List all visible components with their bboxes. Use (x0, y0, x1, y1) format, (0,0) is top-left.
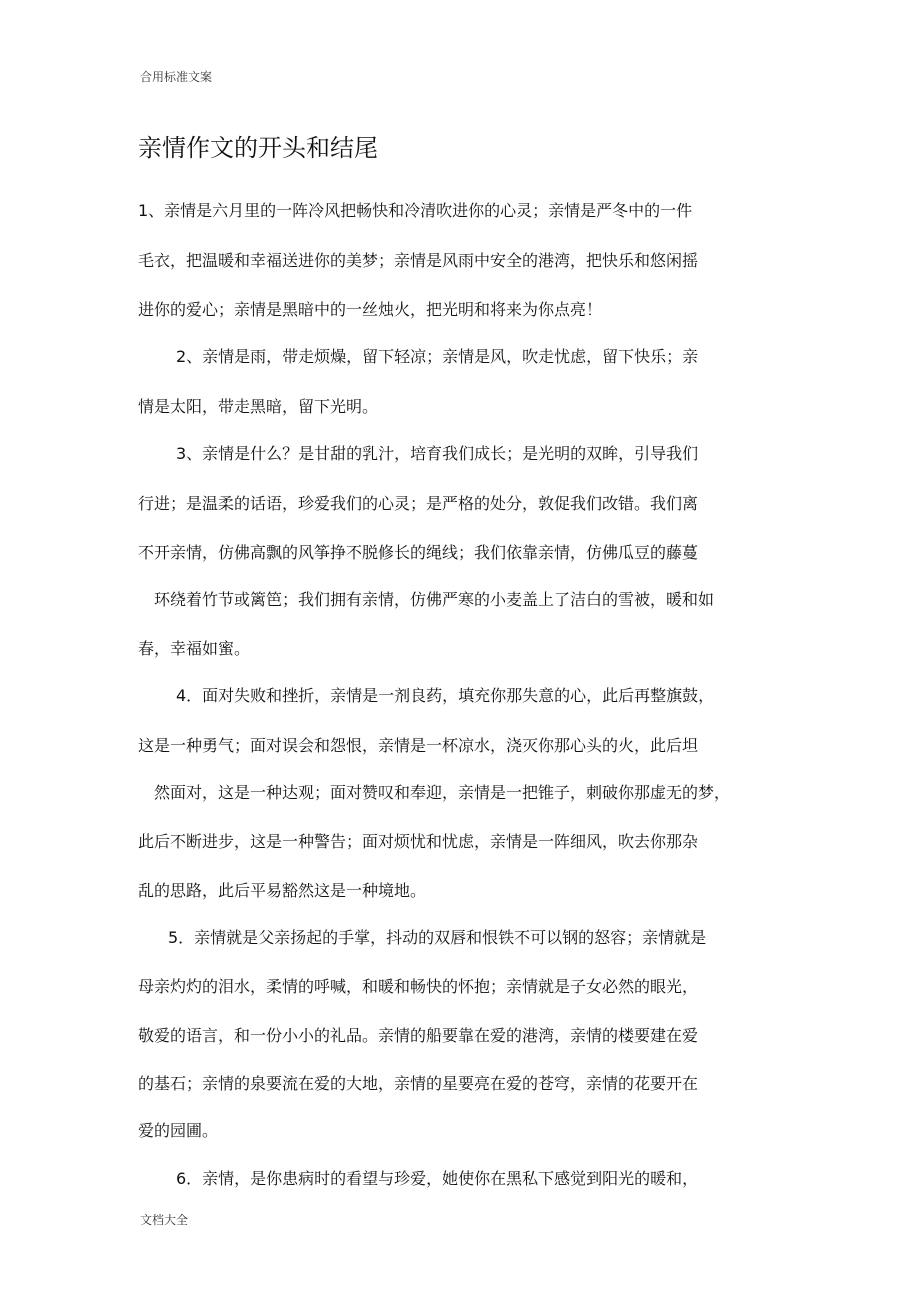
paragraph-4-line-2: 这是一种勇气；面对误会和怨恨，亲情是一杯凉水，浇灭你那心头的火，此后坦 (138, 736, 699, 755)
paragraph-3-line-5: 春，幸福如蜜。 (138, 639, 251, 658)
page-footer: 文档大全 (140, 1213, 189, 1227)
paragraph-3-line-3: 不开亲情，仿佛高飘的风筝挣不脱修长的绳线；我们依靠亲情，仿佛瓜豆的藤蔓 (138, 543, 699, 562)
paragraph-5-line-4: 的基石；亲情的泉要流在爱的大地，亲情的星要亮在爱的苍穹，亲情的花要开在 (138, 1074, 699, 1093)
paragraph-4-line-4: 此后不断进步，这是一种警告；面对烦忧和忧虑，亲情是一阵细风，吹去你那杂 (138, 832, 699, 851)
paragraph-5-line-5: 爱的园圃。 (138, 1121, 219, 1140)
paragraph-5-line-2: 母亲灼灼的泪水，柔情的呼喊，和暖和畅快的怀抱；亲情就是子女必然的眼光， (138, 977, 699, 996)
paragraph-1-line-2: 毛衣，把温暖和幸福送进你的美梦；亲情是风雨中安全的港湾，把快乐和悠闲摇 (138, 251, 699, 270)
paragraph-1-line-1: 1、亲情是六月里的一阵冷风把畅快和冷清吹进你的心灵；亲情是严冬中的一件 (138, 201, 693, 220)
paragraph-4-line-5: 乱的思路，此后平易豁然这是一种境地。 (138, 881, 427, 900)
paragraph-6-line-1: 6．亲情，是你患病时的看望与珍爱，她使你在黑私下感觉到阳光的暖和， (176, 1169, 699, 1188)
paragraph-2-line-1: 2、亲情是雨，带走烦燥，留下轻凉；亲情是风，吹走忧虑，留下快乐；亲 (176, 347, 699, 366)
paragraph-4-line-1: 4．面对失败和挫折，亲情是一剂良药，填充你那失意的心，此后再整旗鼓， (176, 686, 715, 705)
paragraph-3-line-2: 行进；是温柔的话语，珍爱我们的心灵；是严格的处分，敦促我们改错。我们离 (138, 494, 699, 513)
paragraph-3-line-4: 环绕着竹节或篱笆；我们拥有亲情，仿佛严寒的小麦盖上了洁白的雪被，暖和如 (154, 590, 715, 609)
paragraph-5-line-1: 5．亲情就是父亲扬起的手掌，抖动的双唇和恨铁不可以钢的怒容；亲情就是 (168, 928, 707, 947)
paragraph-4-line-3: 然面对，这是一种达观；面对赞叹和奉迎，亲情是一把锥子，刺破你那虚无的梦， (154, 783, 731, 802)
paragraph-5-line-3: 敬爱的语言，和一份小小的礼品。亲情的船要靠在爱的港湾，亲情的楼要建在爱 (138, 1026, 699, 1045)
paragraph-3-line-1: 3、亲情是什么？是甘甜的乳汁，培育我们成长；是光明的双眸，引导我们 (176, 444, 699, 463)
paragraph-2-line-2: 情是太阳，带走黑暗，留下光明。 (138, 397, 379, 416)
document-title: 亲情作文的开头和结尾 (138, 134, 378, 162)
page-header: 合用标准文案 (140, 70, 213, 84)
paragraph-1-line-3: 进你的爱心；亲情是黑暗中的一丝烛火，把光明和将来为你点亮！ (138, 300, 603, 319)
